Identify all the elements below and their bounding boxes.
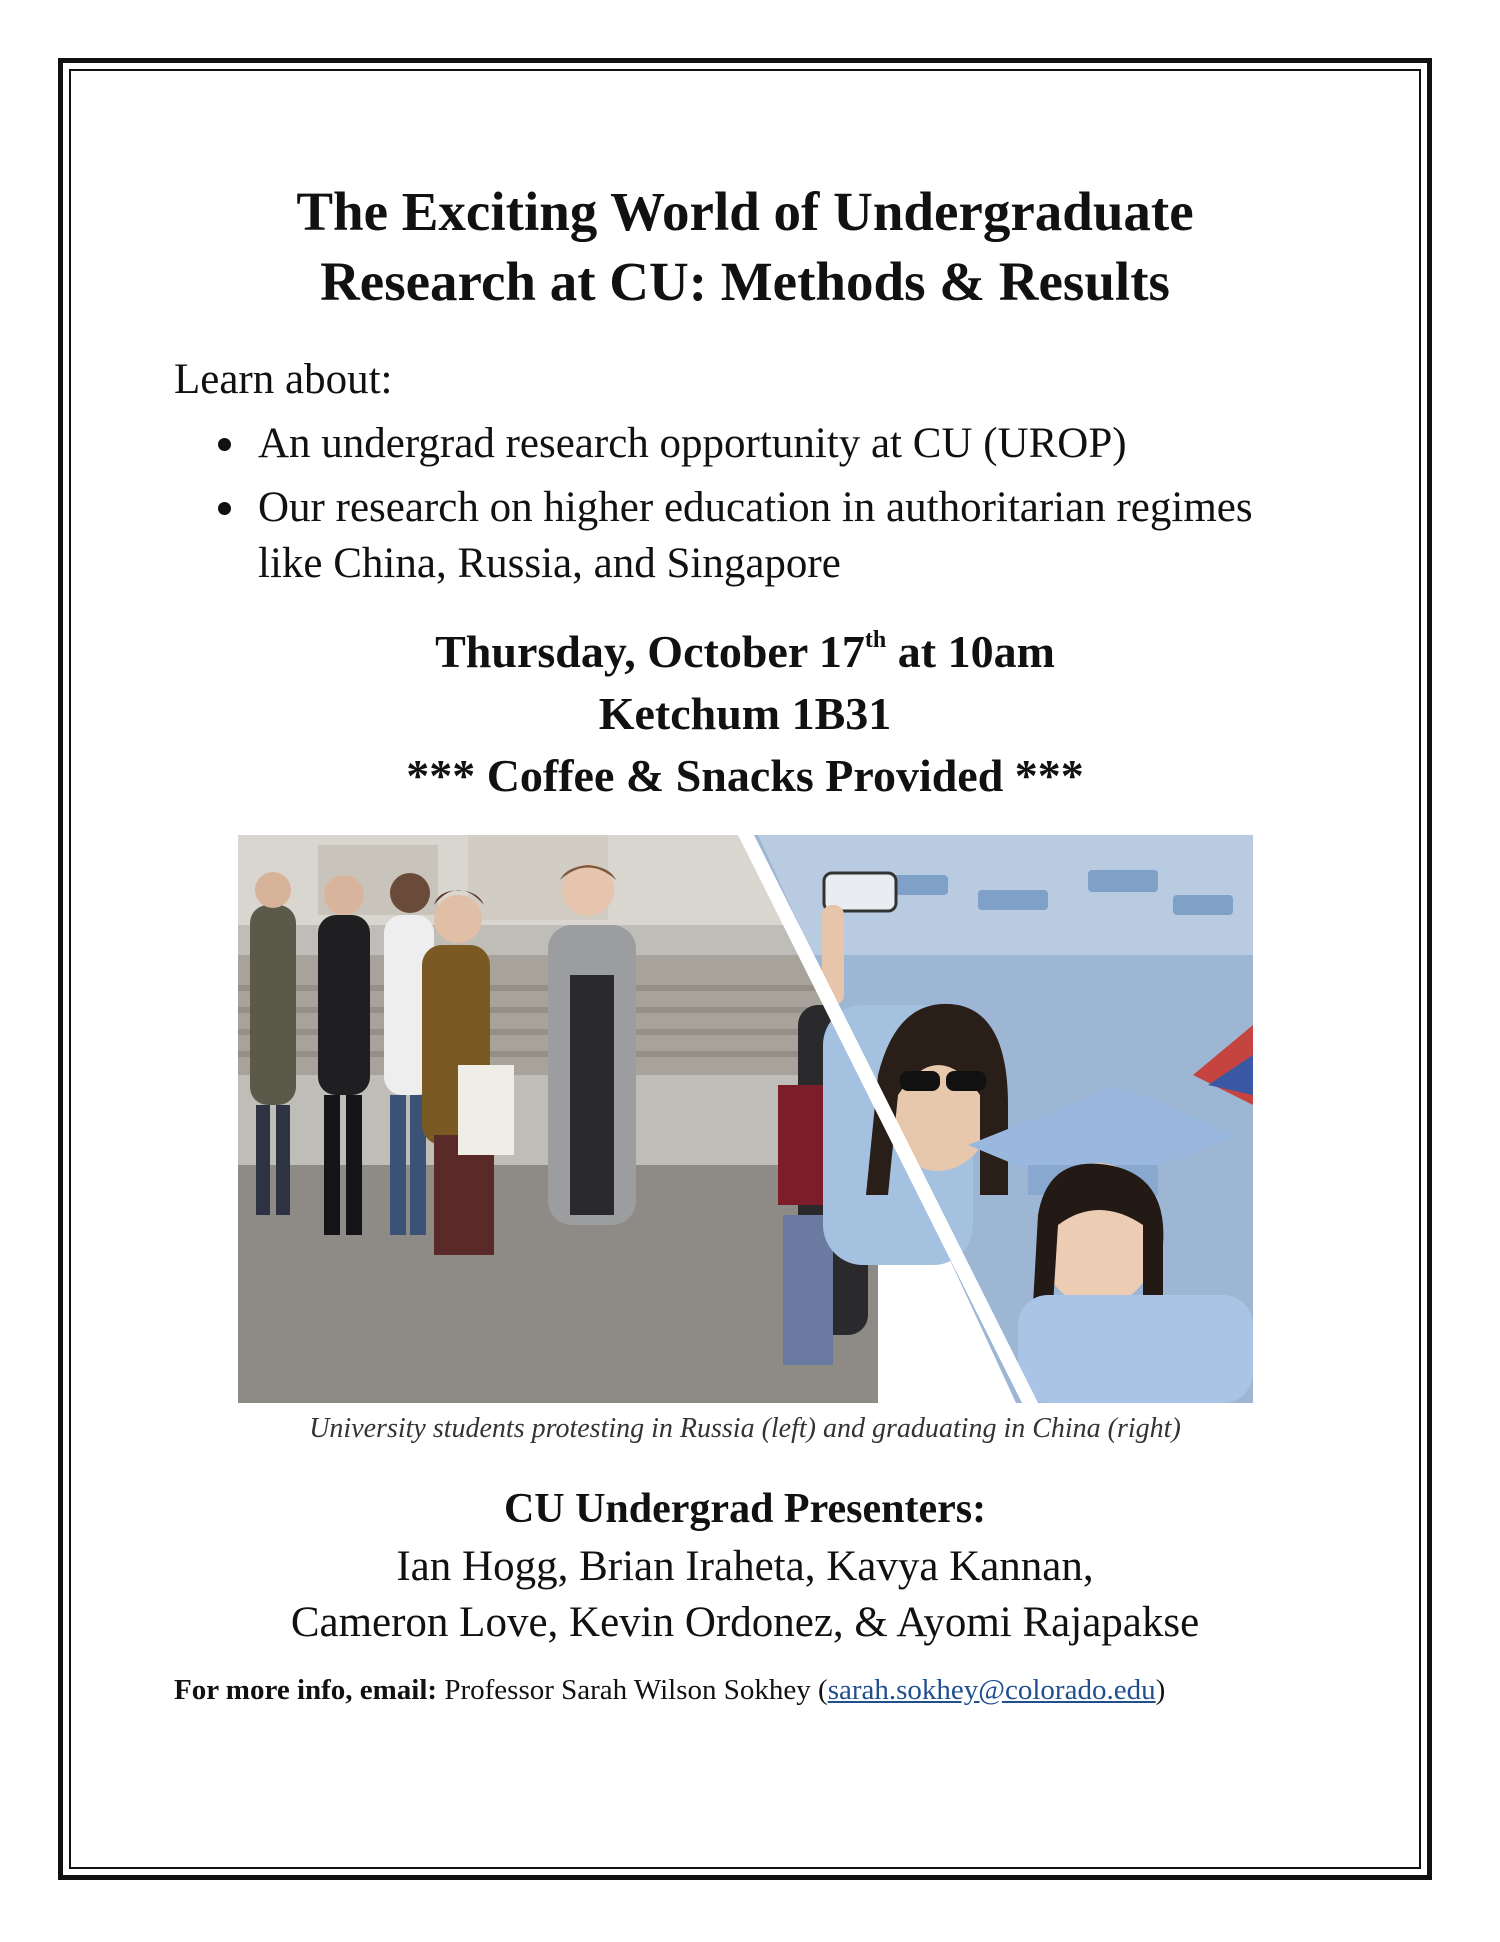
presenters-list — [69, 1539, 1421, 1651]
presenters-line-2: Cameron Love, Kevin Ordonez, & Ayomi Rajapakse — [290, 1599, 1200, 1646]
list-item-text: An undergrad research opportunity at CU (UROP) — [258, 420, 1127, 467]
learn-about-heading: Learn about: — [174, 356, 393, 403]
flyer-title — [69, 177, 1421, 317]
presenters-line-1: Ian Hogg, Brian Iraheta, Kavya Kannan, — [396, 1543, 1094, 1590]
event-date — [69, 621, 1421, 683]
photo-illustration — [238, 835, 1253, 1403]
event-details — [69, 621, 1421, 807]
title-line-2: Research at CU: Methods & Results — [320, 251, 1170, 312]
flyer — [69, 69, 1421, 1869]
event-refreshments: *** Coffee & Snacks Provided *** — [406, 750, 1084, 801]
presenters-heading: CU Undergrad Presenters: — [503, 1486, 987, 1532]
list-item-text: Our research on higher education in authoritarian regimes like China, Russia, and Singapore — [258, 484, 1253, 587]
contact-info — [174, 1670, 1374, 1710]
learn-about-list — [174, 416, 1314, 600]
contact-label: For more info, email: — [174, 1674, 438, 1706]
contact-email-link[interactable]: sarah.sokhey@colorado.edu — [827, 1674, 1156, 1706]
bullet-icon — [218, 438, 231, 451]
contact-name: Professor Sarah Wilson Sokhey — [437, 1674, 819, 1706]
contact-close-paren: ) — [1155, 1674, 1166, 1706]
title-line-1: The Exciting World of Undergraduate — [296, 181, 1194, 242]
list-item — [174, 416, 1314, 472]
event-location: Ketchum 1B31 — [598, 688, 892, 739]
event-time: at 10am — [886, 626, 1055, 677]
photo-caption: University students protesting in Russia (left) and graduating in China (right) — [309, 1413, 1181, 1444]
event-photo — [238, 835, 1253, 1403]
event-date-text: Thursday, October 17 — [435, 626, 865, 677]
list-item — [174, 480, 1314, 592]
event-date-ordinal: th — [864, 627, 887, 653]
contact-open-paren: ( — [818, 1674, 828, 1706]
bullet-icon — [218, 502, 231, 515]
